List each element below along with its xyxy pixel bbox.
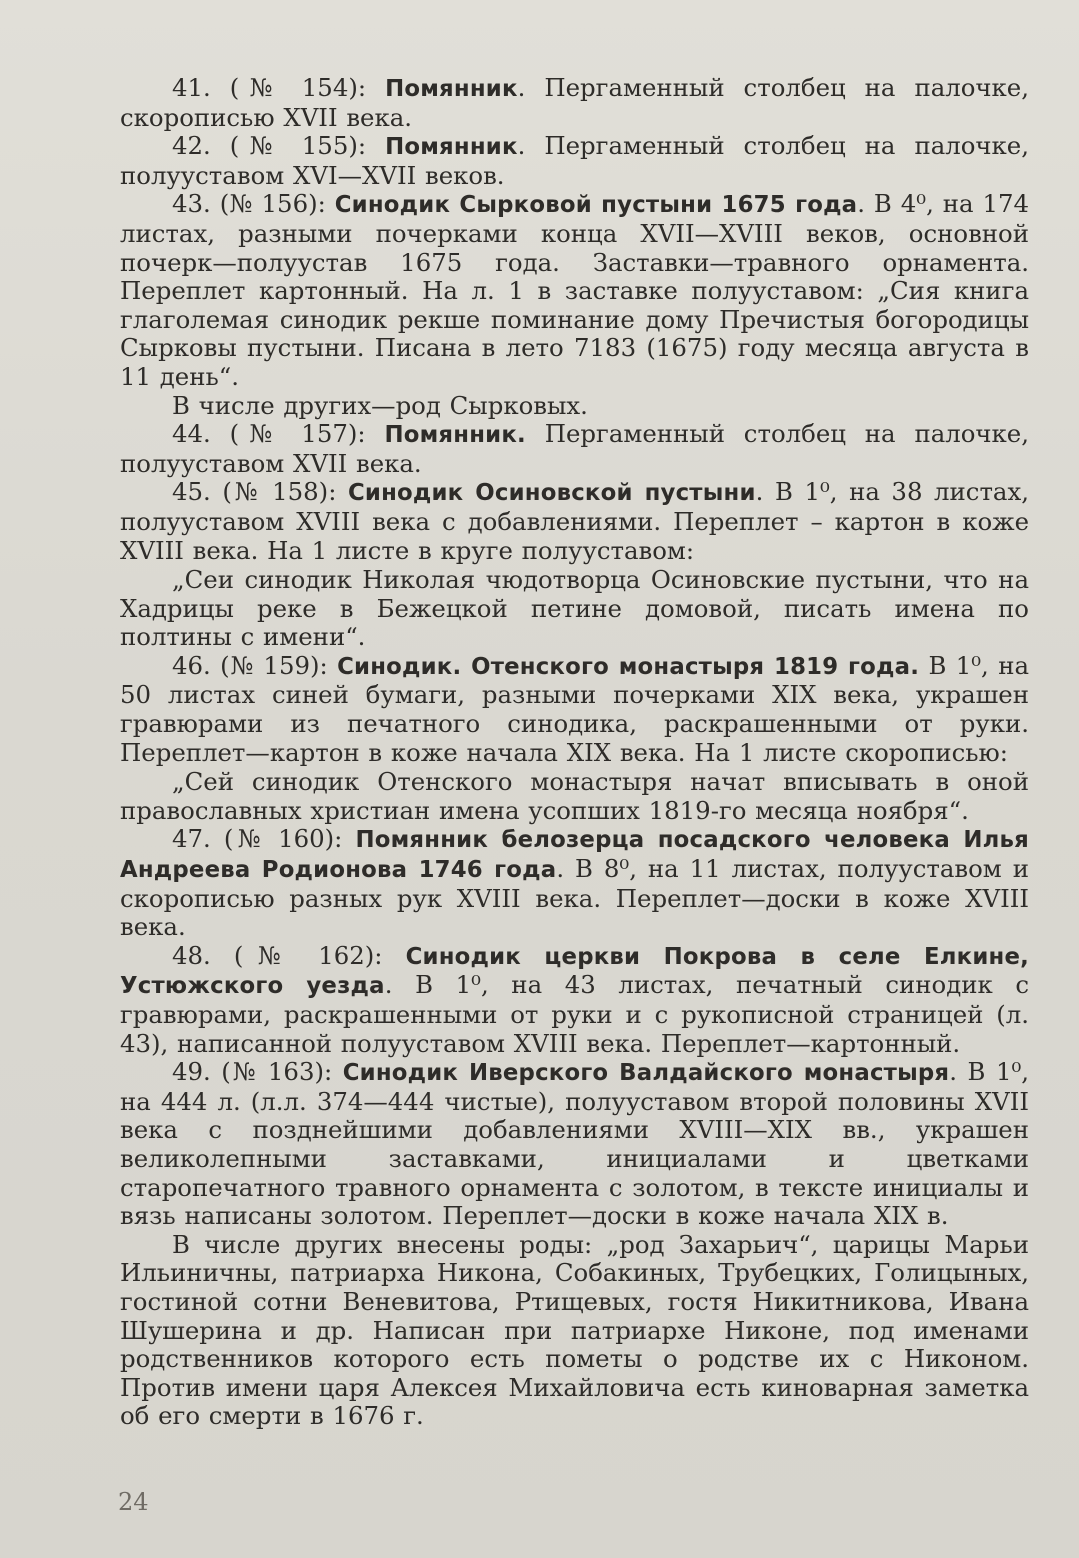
entry-heading: Синодик церкви Покрова в селе Елкине, Устюжского уезда xyxy=(120,943,1029,1000)
catalog-entry-48 xyxy=(120,942,1029,1058)
catalog-entry-42 xyxy=(120,132,1029,190)
entry-prefix: 42. (№ 155): xyxy=(172,131,386,161)
catalog-entry-44 xyxy=(120,420,1029,478)
catalog-text xyxy=(120,74,1029,1431)
catalog-entry-45 xyxy=(120,478,1029,565)
entry-prefix: 47. (№ 160): xyxy=(172,824,356,854)
entry-body: . В 4⁰, на 174 листах, разными почерками конца XVII—XVIII веков, основной почерк—полуустав 1675 года. Заставки—травного орнамента. Переплет картонный. На л. 1 в заставке полууставом: „Сия книга глаголемая синодик рекше поминание дому Пречистыя богородицы Сырковы пустыни. Писана в лето 7183 (1675) году месяца августа в 11 день“. xyxy=(120,189,1030,391)
entry-heading: Синодик Осиновской пустыни xyxy=(347,480,756,507)
catalog-entry-47 xyxy=(120,825,1029,941)
entry-body: . В 1⁰, на 444 л. (л.л. 374—444 чистые), полууставом второй половины XVII века с позднейшими добавлениями XVIII—XIX вв., украшен великолепными заставками, инициалами и цветками старопечатного травного орнамента с золотом, в тексте инициалы и вязь написаны золотом. Переплет—доски в коже начала XIX в. xyxy=(120,1057,1029,1231)
entry-prefix: 45. (№ 158): xyxy=(172,477,348,507)
entry-prefix: 44. (№ 157): xyxy=(172,419,385,449)
entry-body: . В 1⁰, на 38 листах, полууставом XVIII века с добавлениями. Переплет – картон в коже XVIII века. На 1 листе в круге полууставом: xyxy=(120,477,1029,565)
entry-body: . Пергаменный столбец на палочке, скорописью XVII века. xyxy=(120,73,1029,132)
entry-quote: „Сеи синодик Николая чюдотворца Осиновские пустыни, что на Хадрицы реке в Бежецкой петине домовой, писать имена по полтины с имени“. xyxy=(120,565,1029,652)
entry-heading: Помянник xyxy=(385,134,518,161)
entry-body: Пергаменный столбец на палочке, полууставом XVII века. xyxy=(120,419,1029,478)
catalog-entry-43 xyxy=(120,190,1029,391)
page-number: 24 xyxy=(118,1488,149,1516)
catalog-entry-46 xyxy=(120,652,1029,767)
entry-note: В числе других внесены роды: „род Захарьич“, царицы Марьи Ильиничны, патриарха Никона, Собакиных, Трубецких, Голицыных, гостиной сотни Веневитова, Ртищевых, гостя Никитникова, Ивана Шушерина и др. Написан при патриархе Никоне, под именами родственников которого есть пометы о родстве их с Никоном. Против имени царя Алексея Михайловича есть киноварная заметка об его смерти в 1676 г. xyxy=(120,1229,1029,1431)
entry-prefix: 49. (№ 163): xyxy=(172,1057,343,1087)
entry-prefix: 43. (№ 156): xyxy=(172,189,335,219)
entry-note: В числе других—род Сырковых. xyxy=(172,390,588,420)
entry-heading: Синодик Иверского Валдайского монастыря xyxy=(342,1060,950,1087)
entry-heading: Помянник. xyxy=(384,422,526,449)
entry-prefix: 46. (№ 159): xyxy=(172,650,338,680)
entry-heading: Синодик. Отенского монастыря 1819 года. xyxy=(337,653,920,680)
entry-prefix: 48. (№ 162): xyxy=(172,940,406,970)
entry-heading: Помянник xyxy=(385,76,518,102)
entry-quote: „Сей синодик Отенского монастыря начат вписывать в оной православных христиан имена усопших 1819-го месяца ноября“. xyxy=(120,767,1029,825)
entry-body: . В 8⁰, на 11 листах, полууставом и скорописью разных рук XVIII века. Переплет—доски в коже XVIII века. xyxy=(120,854,1029,942)
entry-body: В 1⁰, на 50 листах синей бумаги, разными почерками XIX века, украшен гравюрами из печатного синодика, раскрашенными от руки. Переплет—картон в коже начала XIX века. На 1 листе скорописью: xyxy=(120,650,1029,767)
catalog-entry-49 xyxy=(120,1058,1029,1231)
entry-heading: Помянник белозерца посадского человека Илья Андреева Родионова 1746 года xyxy=(120,827,1029,884)
entry-prefix: 41. (№ 154): xyxy=(172,73,386,102)
entry-body: . В 1⁰, на 43 листах, печатный синодик с гравюрами, раскрашенными от руки и с рукописной страницей (л. 43), написанной полууставом XVIII века. Переплет—картонный. xyxy=(120,970,1029,1058)
entry-heading: Синодик Сырковой пустыни 1675 года xyxy=(334,192,858,219)
entry-body: . Пергаменный столбец на палочке, полууставом XVI—XVII веков. xyxy=(120,131,1029,190)
catalog-entry-41 xyxy=(120,74,1029,132)
